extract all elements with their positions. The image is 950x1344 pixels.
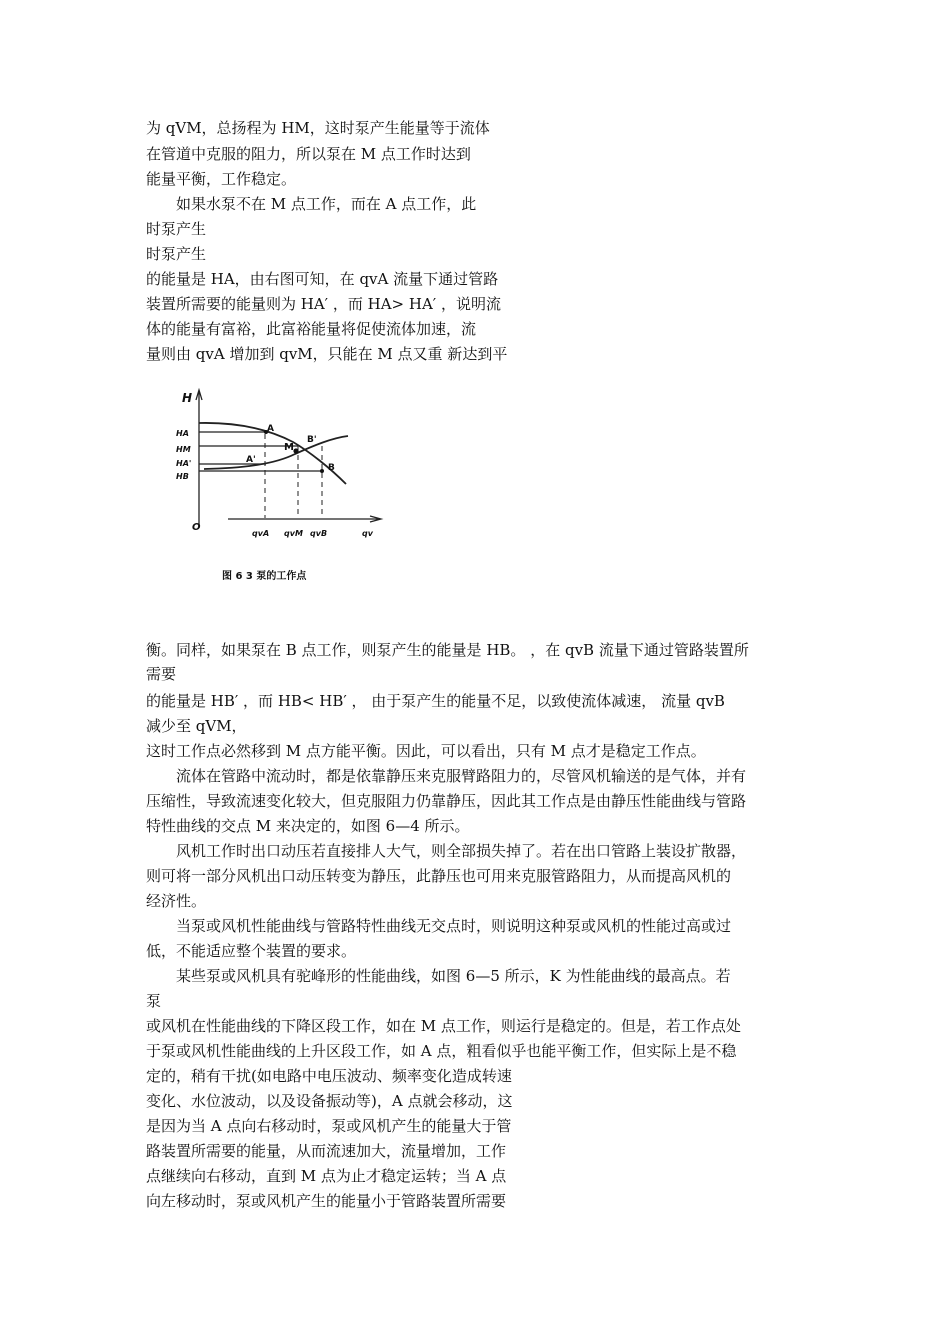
text-line: 衡。同样，如果泵在 B 点工作，则泵产生的能量是 HB。 ，在 qvB 流量下通过管路装置所: [146, 641, 749, 659]
text-line: 某些泵或风机具有驼峰形的性能曲线，如图 6—5 所示，K 为性能曲线的最高点。若: [176, 967, 731, 985]
text-line: 路装置所需要的能量，从而流速加大，流量增加，工作: [146, 1142, 507, 1160]
origin-label: O: [192, 522, 201, 533]
text-line: 量则由 qvA 增加到 qvM，只能在 M 点又重 新达到平: [146, 345, 508, 363]
text-line: 流体在管路中流动时，都是依靠静压来克服臂路阻力的，尽管风机输送的是气体，并有: [176, 767, 747, 785]
text-line: 如果水泵不在 M 点工作，而在 A 点工作，此: [176, 195, 477, 213]
y-tick-label: HA': [176, 459, 192, 468]
text-line: 时泵产生: [146, 220, 207, 238]
point-m: [293, 448, 298, 453]
text-line: 变化、水位波动，以及设备振动等)，A 点就会移动，这: [146, 1092, 513, 1110]
text-line: 这时工作点必然移到 M 点方能平衡。因此，可以看出，只有 M 点才是稳定工作点。: [146, 742, 706, 760]
text-line: 低，不能适应整个装置的要求。: [146, 942, 357, 960]
text-line: 泵: [146, 992, 162, 1010]
point-label: A: [267, 424, 274, 434]
y-axis-label: H: [182, 391, 193, 405]
y-tick-label: HA: [176, 429, 189, 438]
text-line: 需要: [146, 665, 177, 683]
y-tick-label: HM: [176, 445, 191, 454]
text-line: 向左移动时，泵或风机产生的能量小于管路装置所需要: [146, 1192, 507, 1210]
text-line: 在管道中克服的阻力，所以泵在 M 点工作时达到: [146, 145, 471, 163]
text-line: 特性曲线的交点 M 来决定的，如图 6—4 所示。: [146, 817, 470, 835]
text-line: 的能量是 HA，由右图可知，在 qvA 流量下通过管路: [146, 270, 499, 288]
point-label: M: [284, 442, 294, 453]
text-line: 风机工作时出口动压若直接排人大气，则全部损失掉了。若在出口管路上装设扩散器，: [176, 842, 747, 860]
figure-caption: 图 6 3 泵的工作点: [222, 571, 307, 582]
text-line: 当泵或风机性能曲线与管路特性曲线无交点时，则说明这种泵或风机的性能过高或过: [176, 917, 732, 935]
y-tick-label: HB: [176, 472, 189, 481]
text-line: 于泵或风机性能曲线的上升区段工作，如 A 点，粗看似乎也能平衡工作，但实际上是不稳: [146, 1042, 737, 1060]
text-line: 时泵产生: [146, 245, 207, 263]
text-line: 的能量是 HB′ ，而 HB< HB′ ， 由于泵产生的能量不足，以致使流体减速， 流量 qvB: [146, 692, 725, 710]
text-line: 能量平衡，工作稳定。: [146, 170, 297, 188]
text-line: 点继续向右移动，直到 M 点为止才稳定运转；当 A 点: [146, 1167, 507, 1185]
text-line: 体的能量有富裕，此富裕能量将促使流体加速，流: [146, 320, 477, 338]
point-label: B: [328, 463, 335, 473]
point-label: A': [246, 455, 256, 465]
text-line: 为 qVM，总扬程为 HM，这时泵产生能量等于流体: [146, 119, 490, 137]
x-tick-label: qvM: [284, 529, 303, 538]
text-line: 或风机在性能曲线的下降区段工作，如在 M 点工作，则运行是稳定的。但是，若工作点处: [146, 1017, 741, 1035]
pump-working-point-figure: [170, 378, 400, 598]
text-line: 压缩性，导致流速变化较大，但克服阻力仍靠静压，因此其工作点是由静压性能曲线与管路: [146, 792, 747, 810]
x-tick-label: qvA: [252, 529, 270, 538]
text-line: 经济性。: [146, 892, 207, 910]
x-tick-label: qvB: [310, 529, 328, 538]
point-label: B': [307, 435, 317, 445]
text-line: 则可将一部分风机出口动压转变为静压，此静压也可用来克服管路阻力，从而提高风机的: [146, 867, 732, 885]
text-line: 是因为当 A 点向右移动时，泵或风机产生的能量大于管: [146, 1117, 512, 1135]
text-line: 减少至 qVM，: [146, 717, 247, 735]
x-axis-label: qv: [362, 529, 373, 538]
point-b: [320, 469, 324, 473]
text-line: 装置所需要的能量则为 HA′ ，而 HA> HA′ ，说明流: [146, 295, 501, 313]
text-line: 定的，稍有干扰(如电路中电压波动、频率变化造成转速: [146, 1067, 512, 1085]
